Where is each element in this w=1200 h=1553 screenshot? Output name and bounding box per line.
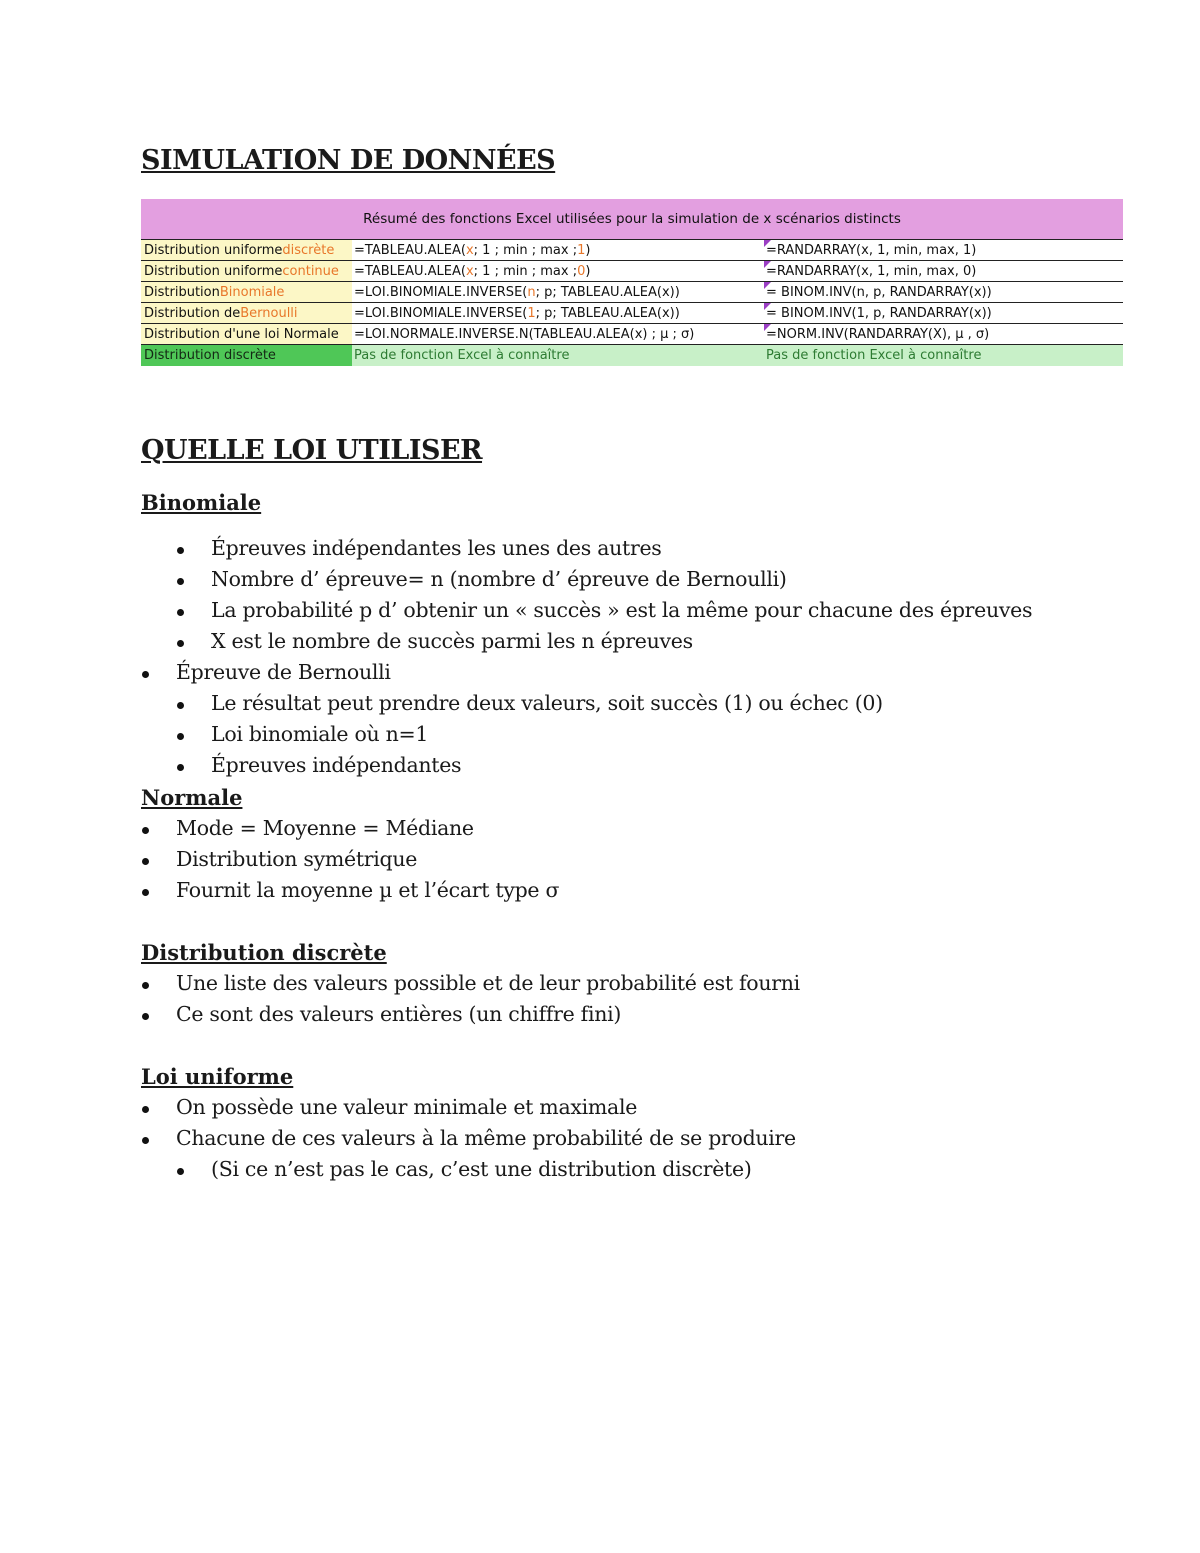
heading-normale: Normale: [141, 785, 243, 810]
row-label: Distribution discrète: [141, 345, 352, 366]
table-row: [141, 282, 1123, 303]
comment-flag-icon: [764, 240, 771, 247]
formula-en: =RANDARRAY(x, 1, min, max, 0): [766, 263, 977, 279]
comment-flag-icon: [764, 303, 771, 310]
list-item: Ce sont des valeurs entières (un chiffre fini): [176, 1002, 622, 1026]
formula-fr: =LOI.BINOMIALE.INVERSE(: [354, 305, 528, 321]
formula-fr: =LOI.NORMALE.INVERSE.N(TABLEAU.ALEA(x) ; µ ; σ): [354, 326, 695, 342]
title-simulation: SIMULATION DE DONNÉES: [141, 145, 556, 176]
table-row: [141, 261, 1123, 282]
formula-fr: ): [585, 242, 591, 258]
list-item: (Si ce n’est pas le cas, c’est une distribution discrète): [211, 1157, 752, 1181]
list-item: Épreuves indépendantes les unes des autres: [211, 536, 662, 560]
row-label: Distribution: [144, 284, 220, 300]
heading-distribution-discrete: Distribution discrète: [141, 940, 387, 965]
formula-fr: ; 1 ; min ; max ;: [473, 263, 578, 279]
list-item: Loi binomiale où n=1: [211, 722, 429, 746]
list-item: Le résultat peut prendre deux valeurs, soit succès (1) ou échec (0): [211, 691, 883, 715]
title-loi: QUELLE LOI UTILISER: [141, 435, 483, 466]
list-item: Chacune de ces valeurs à la même probabilité de se produire: [176, 1126, 796, 1150]
comment-flag-icon: [764, 261, 771, 268]
row-label: Distribution uniforme: [144, 263, 283, 279]
list-item: Nombre d’ épreuve= n (nombre d’ épreuve de Bernoulli): [211, 567, 787, 591]
list-item: Épreuves indépendantes: [211, 753, 462, 777]
row-label-highlight: continue: [282, 263, 339, 279]
formula-fr-param: 1: [527, 305, 536, 321]
formula-fr: =LOI.BINOMIALE.INVERSE(: [354, 284, 528, 300]
formula-fr-param: x: [465, 263, 474, 279]
formula-en: =NORM.INV(RANDARRAY(X), µ , σ): [766, 326, 990, 342]
table-row: [141, 324, 1123, 345]
table-row: [141, 240, 1123, 261]
formula-en: =RANDARRAY(x, 1, min, max, 1): [766, 242, 977, 258]
comment-flag-icon: [764, 324, 771, 331]
list-item: Une liste des valeurs possible et de leur probabilité est fourni: [176, 971, 800, 995]
row-label: Distribution d'une loi Normale: [144, 326, 339, 342]
comment-flag-icon: [764, 282, 771, 289]
formula-fr: =TABLEAU.ALEA(: [354, 263, 466, 279]
formula-en: Pas de fonction Excel à connaître: [764, 345, 1123, 366]
excel-summary-table: [141, 199, 1123, 366]
row-label: Distribution de: [144, 305, 241, 321]
heading-binomiale: Binomiale: [141, 490, 262, 515]
formula-fr-param: n: [527, 284, 536, 300]
heading-loi-uniforme: Loi uniforme: [141, 1064, 294, 1089]
formula-fr: ): [585, 263, 591, 279]
formula-fr-param: 1: [577, 242, 586, 258]
formula-fr: ; p; TABLEAU.ALEA(x)): [535, 284, 680, 300]
table-header: Résumé des fonctions Excel utilisées pour la simulation de x scénarios distincts: [141, 199, 1123, 240]
formula-en: = BINOM.INV(n, p, RANDARRAY(x)): [766, 284, 992, 300]
table-row: [141, 303, 1123, 324]
list-item: Épreuve de Bernoulli: [176, 660, 391, 684]
list-item: Fournit la moyenne µ et l’écart type σ: [176, 878, 560, 902]
formula-fr-param: 0: [577, 263, 586, 279]
formula-fr-param: x: [465, 242, 474, 258]
formula-fr: ; 1 ; min ; max ;: [473, 242, 578, 258]
formula-fr: Pas de fonction Excel à connaître: [352, 345, 764, 366]
row-label: Distribution uniforme: [144, 242, 283, 258]
list-item: X est le nombre de succès parmi les n épreuves: [211, 629, 693, 653]
formula-en: = BINOM.INV(1, p, RANDARRAY(x)): [766, 305, 992, 321]
list-item: Distribution symétrique: [176, 847, 418, 871]
formula-fr: =TABLEAU.ALEA(: [354, 242, 466, 258]
row-label-highlight: Binomiale: [219, 284, 285, 300]
list-item: Mode = Moyenne = Médiane: [176, 816, 474, 840]
row-label-highlight: Bernoulli: [240, 305, 298, 321]
table-row: [141, 345, 1123, 366]
row-label-highlight: discrète: [282, 242, 335, 258]
formula-fr: ; p; TABLEAU.ALEA(x)): [535, 305, 680, 321]
list-item: La probabilité p d’ obtenir un « succès » est la même pour chacune des épreuves: [211, 598, 1033, 622]
list-item: On possède une valeur minimale et maximale: [176, 1095, 638, 1119]
